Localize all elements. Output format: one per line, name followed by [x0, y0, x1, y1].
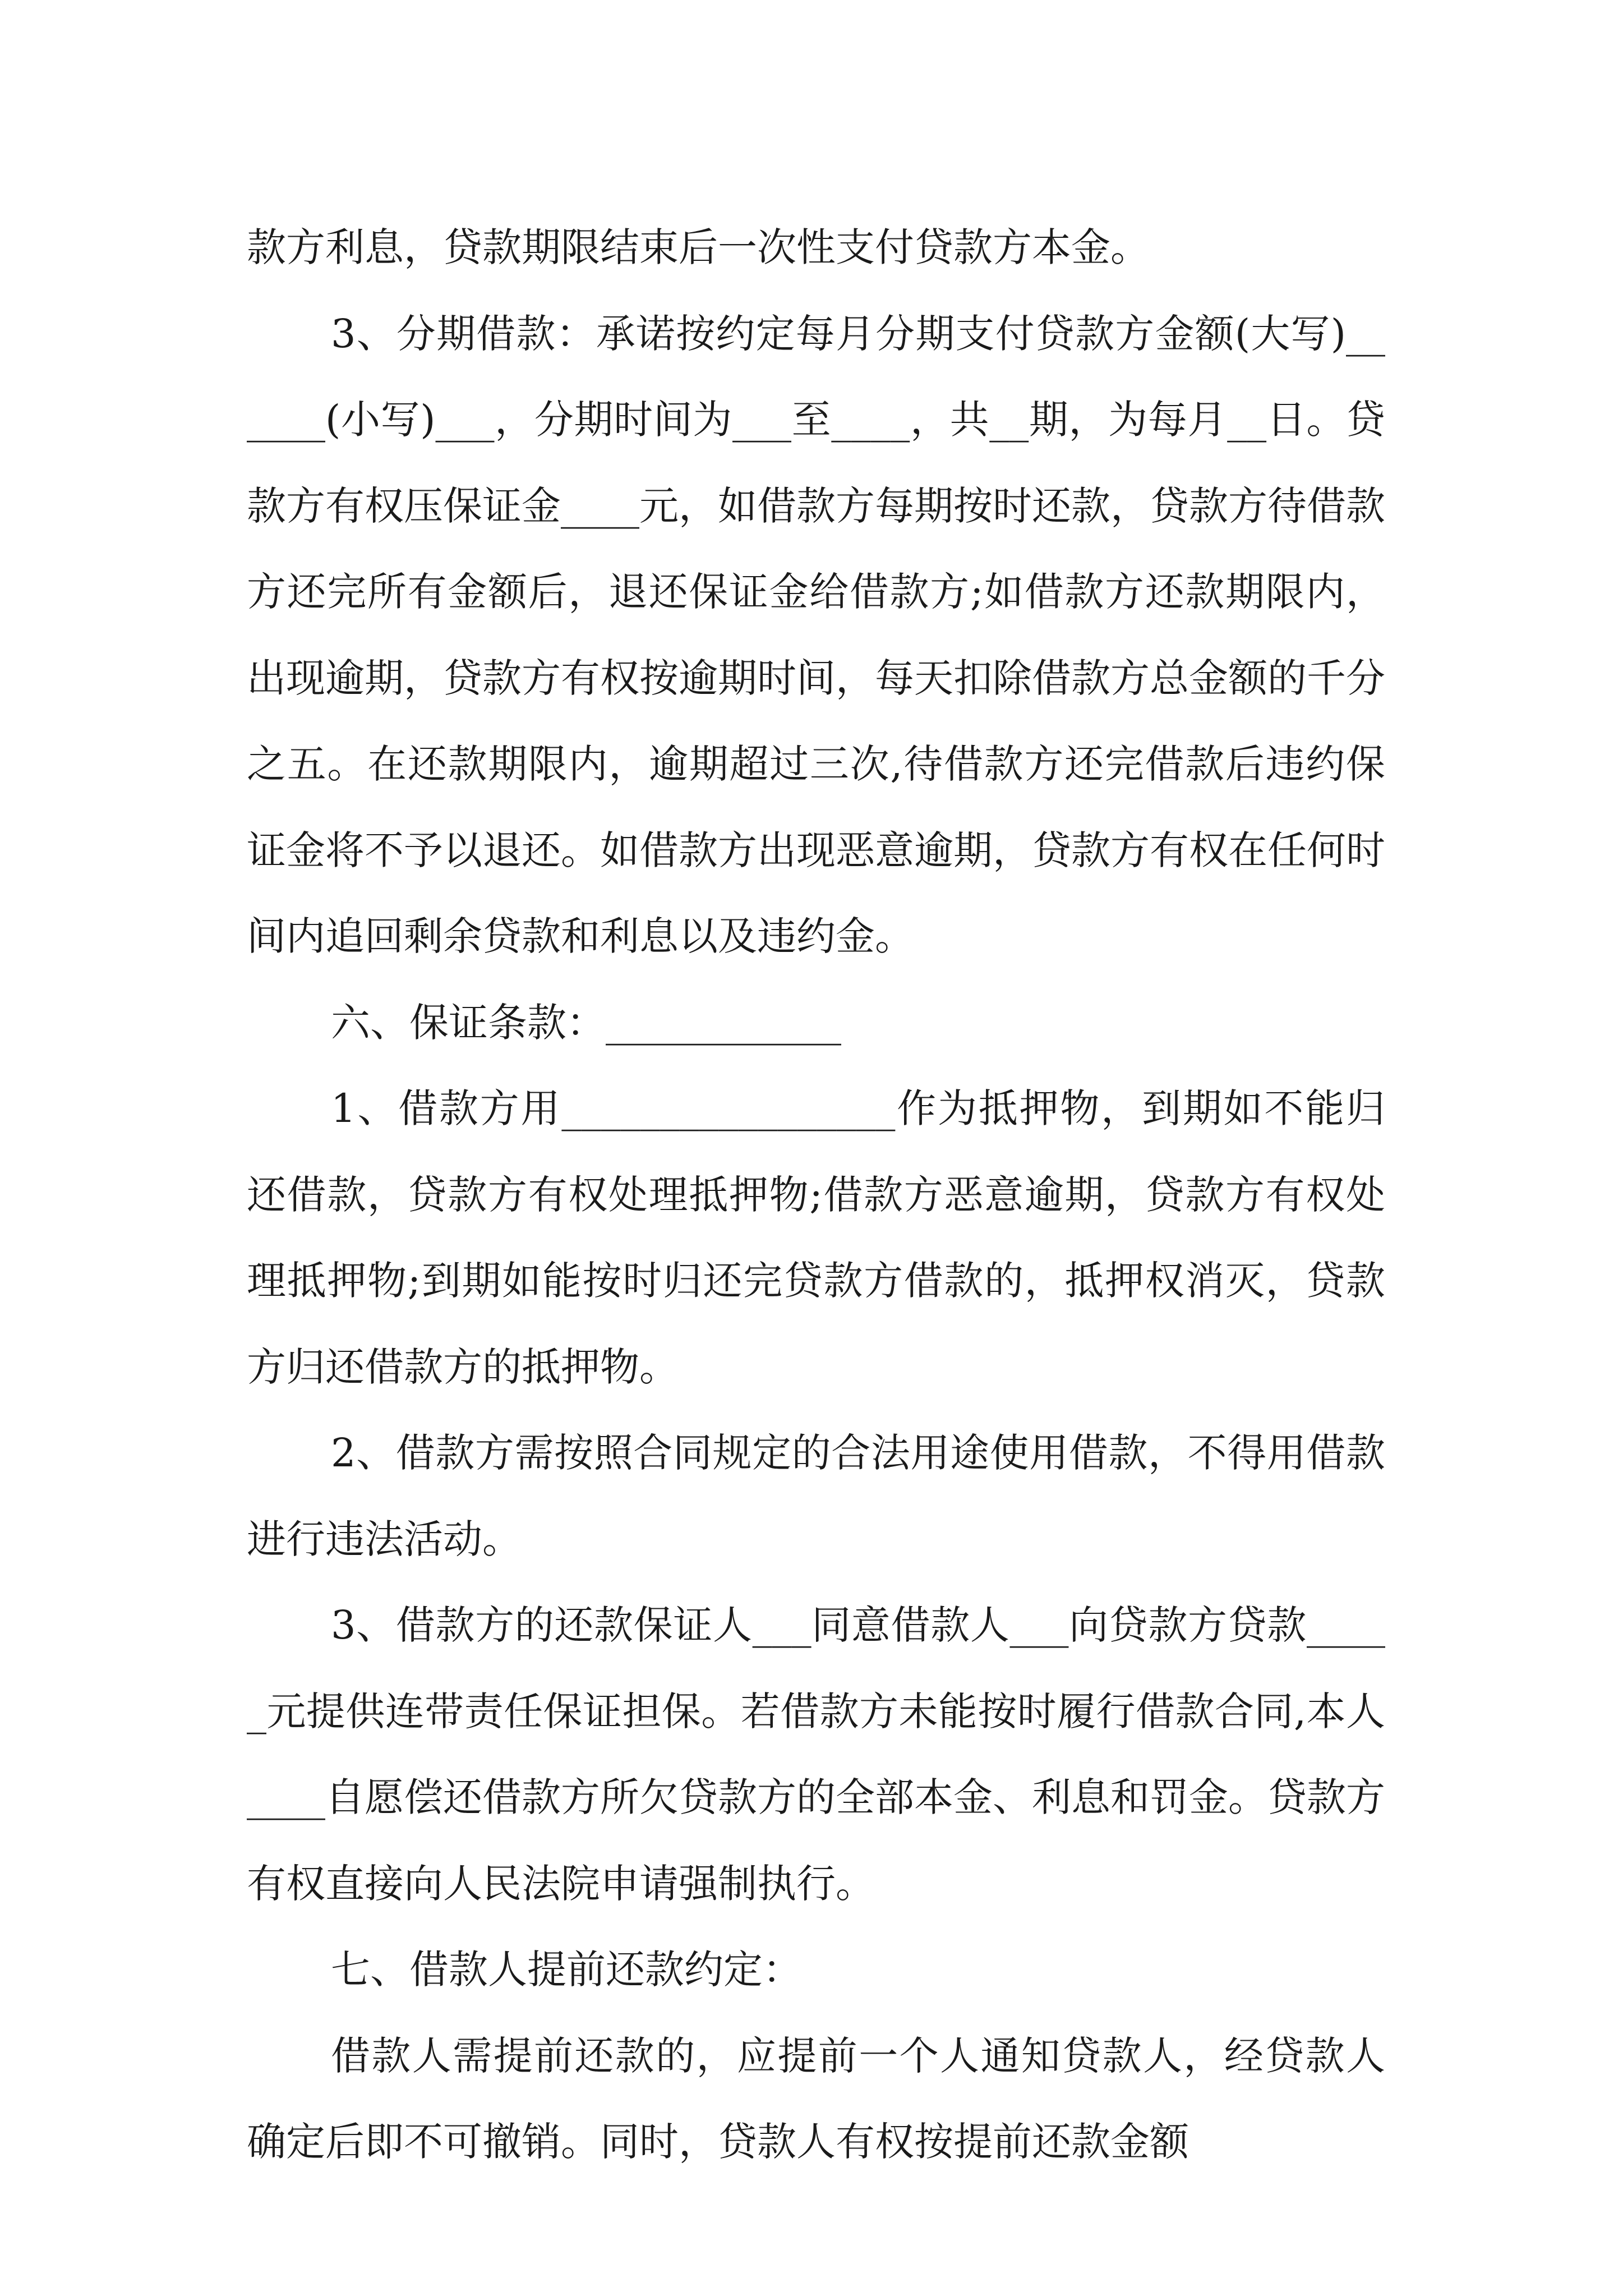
section-heading-prepayment: 七、借款人提前还款约定： [331, 1947, 802, 1993]
paragraph-interest-clause: 款方利息，贷款期限结束后一次性支付贷款方本金。 [247, 224, 1150, 270]
paragraph-collateral: 1、借款方用_________________作为抵押物，到期如不能归还借款，贷款方有权处理抵押物;借款方恶意逾期，贷款方有权处理抵押物;到期如能按时归还完贷款方借款的，抵押权消灭，贷款方归还借款方的抵押物。 [247, 1085, 1385, 1390]
document-body [247, 205, 1385, 2185]
paragraph-guarantor: 3、借款方的还款保证人___同意借款人___向贷款方贷款_____元提供连带责任保证担保。若借款方未能按时履行借款合同,本人____自愿偿还借款方所欠贷款方的全部本金、利息和罚金。贷款方有权直接向人民法院申请强制执行。 [247, 1602, 1385, 1907]
paragraph-lawful-use: 2、借款方需按照合同规定的合法用途使用借款，不得用借款进行违法活动。 [247, 1430, 1385, 1562]
paragraph-installment-loan: 3、分期借款：承诺按约定每月分期支付贷款方金额(大写)______(小写)___，分期时间为___至____，共__期，为每月__日。贷款方有权压保证金____元，如借款方每期按时还款，贷款方待借款方还完所有金额后，退还保证金给借款方;如借款方还款期限内，出现逾期，贷款方有权按逾期时间，每天扣除借款方总金额的千分之五。在还款期限内，逾期超过三次,待借款方还完借款后违约保证金将不予以退还。如借款方出现恶意逾期，贷款方有权在任何时间内追回剩余贷款和利息以及违约金。 [247, 310, 1385, 959]
paragraph-prepayment-notice: 借款人需提前还款的，应提前一个人通知贷款人，经贷款人确定后即不可撤销。同时，贷款人有权按提前还款金额 [247, 2032, 1385, 2165]
section-heading-guarantee: 六、保证条款：____________ [331, 999, 841, 1046]
